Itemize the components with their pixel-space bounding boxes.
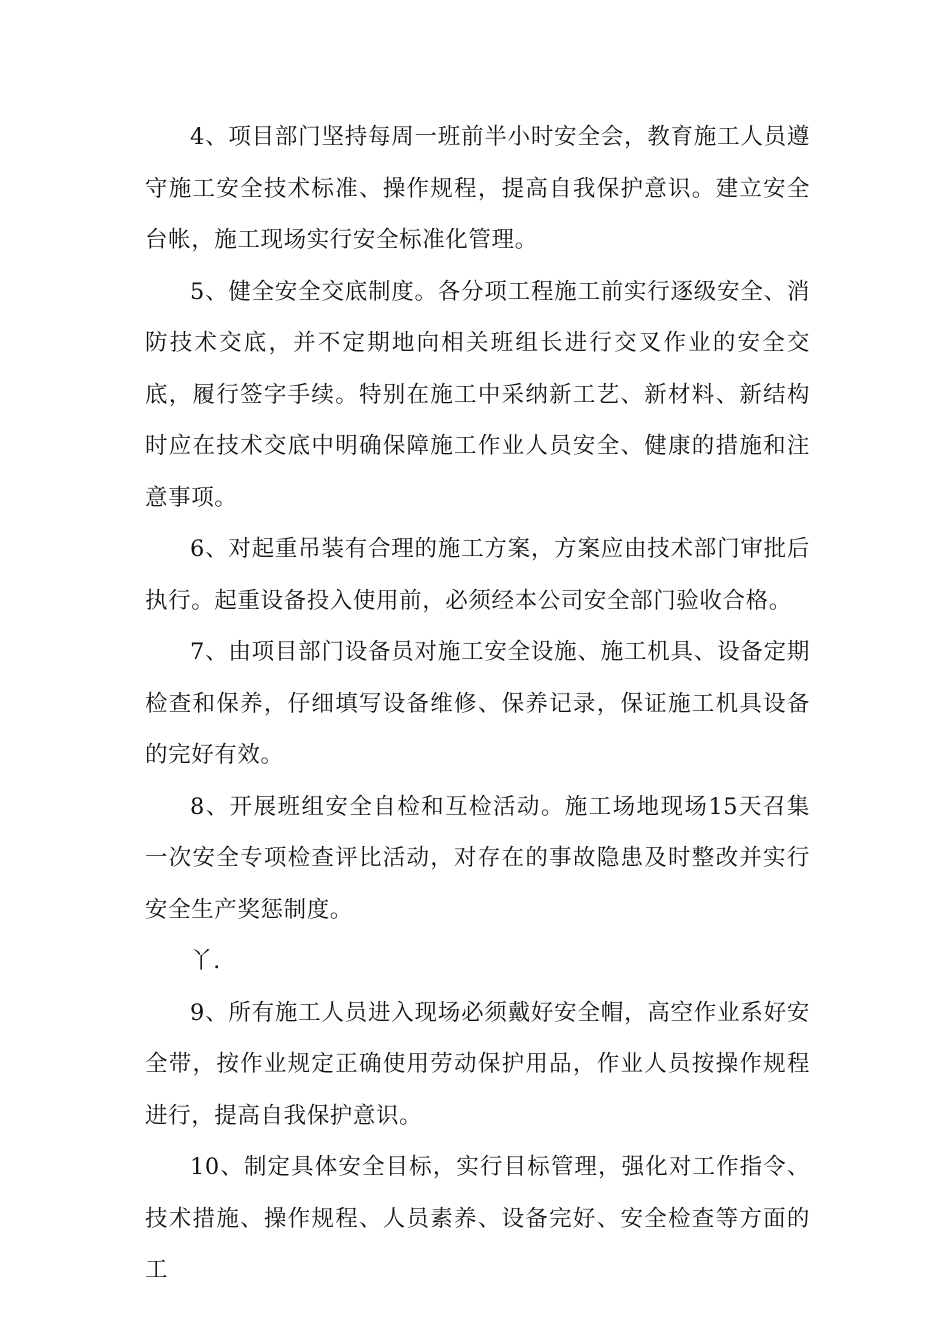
paragraph-item-4: 4、项目部门坚持每周一班前半小时安全会，教育施工人员遵守施工安全技术标准、操作规程，提高自我保护意识。建立安全台帐，施工现场实行安全标准化管理。 — [145, 124, 810, 253]
stray-mark: 丫. — [190, 948, 221, 974]
document-body — [145, 112, 810, 1297]
paragraph-item-6: 6、对起重吊装有合理的施工方案，方案应由技术部门审批后执行。起重设备投入使用前，必须经本公司安全部门验收合格。 — [145, 536, 810, 614]
paragraph-item-9: 9、所有施工人员进入现场必须戴好安全帽，高空作业系好安全带，按作业规定正确使用劳动保护用品，作业人员按操作规程进行，提高自我保护意识。 — [145, 999, 810, 1129]
paragraph-item-10: 10、制定具体安全目标，实行目标管理，强化对工作指令、技术措施、操作规程、人员素养、设备完好、安全检查等方面的工 — [145, 1154, 810, 1283]
paragraph-item-8: 8、开展班组安全自检和互检活动。施工场地现场15天召集一次安全专项检查评比活动，对存在的事故隐患及时整改并实行安全生产奖惩制度。 — [145, 793, 810, 923]
paragraph-item-5: 5、健全安全交底制度。各分项工程施工前实行逐级安全、消防技术交底，并不定期地向相关班组长进行交叉作业的安全交底，履行签字手续。特别在施工中采纳新工艺、新材料、新结构时应在技术交底中明确保障施工作业人员安全、健康的措施和注意事项。 — [145, 278, 810, 511]
paragraph-item-7: 7、由项目部门设备员对施工安全设施、施工机具、设备定期检查和保养，仔细填写设备维修、保养记录，保证施工机具设备的完好有效。 — [145, 639, 810, 768]
